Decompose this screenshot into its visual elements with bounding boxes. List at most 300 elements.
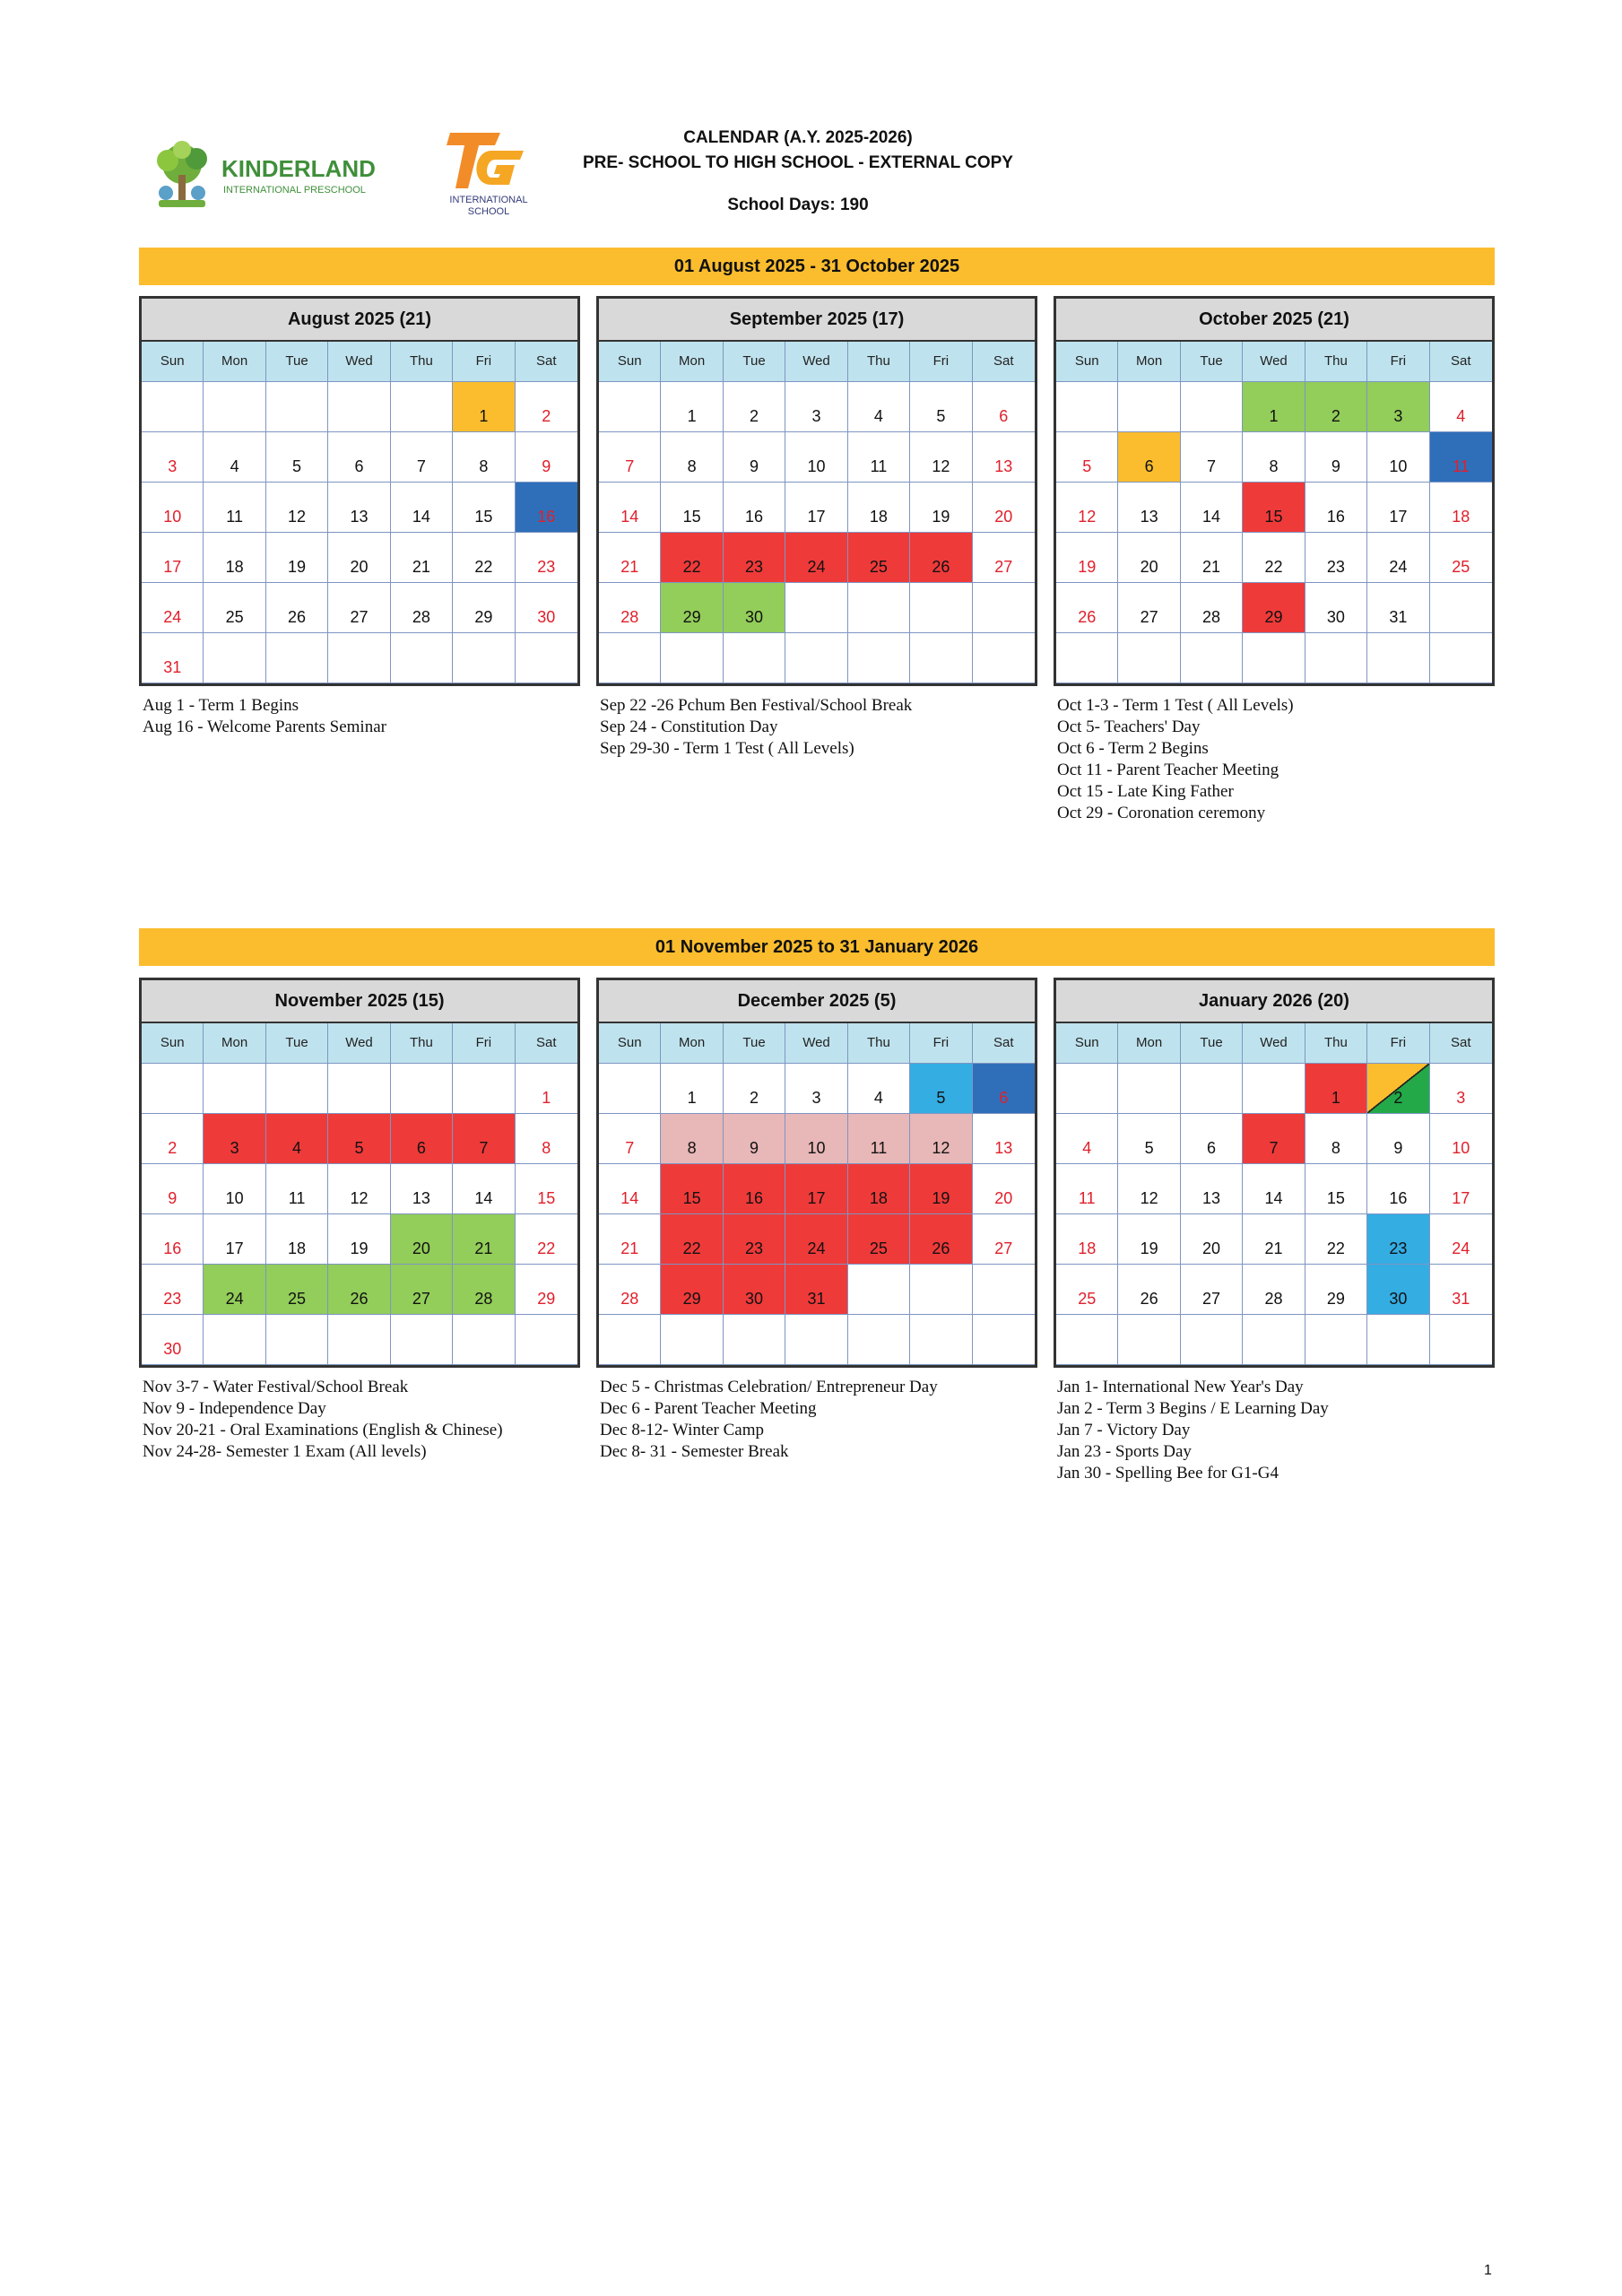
empty-cell <box>599 1064 661 1114</box>
day-number: 29 <box>682 1290 701 1308</box>
tg-sub2: SCHOOL <box>467 206 510 217</box>
day-of-week-header: Fri <box>453 1023 515 1064</box>
empty-cell <box>910 583 972 633</box>
day-number: 4 <box>1082 1139 1092 1157</box>
empty-cell <box>1181 633 1243 683</box>
day-number: 15 <box>1326 1189 1345 1207</box>
empty-cell <box>328 1064 390 1114</box>
day-cell <box>1181 432 1243 483</box>
day-number: 22 <box>682 1239 701 1257</box>
day-cell <box>516 1114 577 1164</box>
day-number: 23 <box>745 1239 764 1257</box>
title-block <box>430 126 1166 215</box>
day-number: 28 <box>412 608 430 626</box>
day-number: 3 <box>1393 407 1403 425</box>
day-number: 30 <box>537 608 556 626</box>
empty-cell <box>1056 1315 1118 1365</box>
day-cell <box>328 1114 390 1164</box>
day-cell <box>516 382 577 432</box>
day-of-week-header: Sat <box>516 1023 577 1064</box>
day-number: 25 <box>288 1290 307 1308</box>
day-number: 13 <box>994 1139 1013 1157</box>
kinderland-sub: INTERNATIONAL PRESCHOOL <box>223 185 366 196</box>
empty-cell <box>204 633 265 683</box>
event-item: Jan 23 - Sports Day <box>1057 1442 1192 1461</box>
day-cell <box>1243 432 1305 483</box>
event-item: Oct 15 - Late King Father <box>1057 782 1234 801</box>
event-item: Dec 5 - Christmas Celebration/ Entrepreneur Day <box>600 1378 938 1396</box>
event-item: Nov 20-21 - Oral Examinations (English & Chinese) <box>143 1421 503 1439</box>
day-of-week-header: Mon <box>204 1023 265 1064</box>
month-title: December 2025 (5) <box>599 980 1035 1023</box>
day-cell <box>1243 533 1305 583</box>
day-cell <box>848 1214 910 1265</box>
event-item: Sep 29-30 - Term 1 Test ( All Levels) <box>600 739 854 758</box>
day-cell <box>204 583 265 633</box>
day-number: 9 <box>750 457 759 475</box>
empty-cell <box>973 583 1035 633</box>
day-cell <box>1243 583 1305 633</box>
day-number: 21 <box>620 1239 639 1257</box>
empty-cell <box>453 633 515 683</box>
day-number: 19 <box>288 558 307 576</box>
day-number: 29 <box>1264 608 1283 626</box>
day-cell <box>1305 533 1367 583</box>
day-number: 21 <box>620 558 639 576</box>
day-cell <box>1430 1164 1492 1214</box>
day-number: 27 <box>350 608 369 626</box>
day-cell <box>1430 1265 1492 1315</box>
day-cell <box>266 1265 328 1315</box>
day-of-week-header: Sat <box>973 342 1035 382</box>
day-cell <box>1305 483 1367 533</box>
day-cell <box>328 1164 390 1214</box>
day-number: 12 <box>1140 1189 1158 1207</box>
day-number: 5 <box>936 407 946 425</box>
day-cell <box>1181 1164 1243 1214</box>
day-number: 14 <box>412 508 430 526</box>
day-cell <box>661 1214 723 1265</box>
day-number: 18 <box>1078 1239 1097 1257</box>
event-item: Oct 6 - Term 2 Begins <box>1057 739 1209 758</box>
day-number: 6 <box>999 407 1009 425</box>
day-number: 21 <box>474 1239 493 1257</box>
empty-cell <box>1181 1315 1243 1365</box>
day-number: 13 <box>1140 508 1158 526</box>
day-cell <box>142 633 204 683</box>
day-of-week-header: Fri <box>910 342 972 382</box>
day-cell <box>724 533 785 583</box>
day-of-week-header: Fri <box>910 1023 972 1064</box>
day-cell <box>1243 1164 1305 1214</box>
month-calendar <box>139 978 580 1368</box>
empty-cell <box>1181 382 1243 432</box>
empty-cell <box>204 1315 265 1365</box>
day-cell <box>599 432 661 483</box>
day-cell <box>204 533 265 583</box>
day-of-week-header: Sat <box>516 342 577 382</box>
day-cell <box>1367 432 1429 483</box>
empty-cell <box>1367 1315 1429 1365</box>
day-number: 9 <box>750 1139 759 1157</box>
day-number: 1 <box>687 407 697 425</box>
day-cell <box>785 382 847 432</box>
day-cell <box>516 583 577 633</box>
day-number: 18 <box>225 558 244 576</box>
month-events <box>1057 695 1498 824</box>
empty-cell <box>516 633 577 683</box>
day-cell <box>848 1064 910 1114</box>
empty-cell <box>391 633 453 683</box>
empty-cell <box>328 1315 390 1365</box>
day-of-week-header: Thu <box>848 1023 910 1064</box>
empty-cell <box>973 633 1035 683</box>
day-number: 22 <box>1264 558 1283 576</box>
day-number: 29 <box>474 608 493 626</box>
day-number: 18 <box>1452 508 1470 526</box>
day-cell <box>453 1164 515 1214</box>
empty-cell <box>973 1265 1035 1315</box>
day-number: 3 <box>230 1139 239 1157</box>
day-of-week-header: Thu <box>848 342 910 382</box>
event-item: Jan 2 - Term 3 Begins / E Learning Day <box>1057 1399 1329 1418</box>
day-number: 2 <box>750 407 759 425</box>
empty-cell <box>1118 633 1180 683</box>
day-cell <box>1430 1064 1492 1114</box>
day-number: 26 <box>932 1239 950 1257</box>
day-cell <box>1118 1164 1180 1214</box>
day-number: 14 <box>620 1189 639 1207</box>
day-of-week-header: Fri <box>453 342 515 382</box>
day-of-week-header: Wed <box>785 1023 847 1064</box>
day-number: 20 <box>994 1189 1013 1207</box>
day-number: 17 <box>1389 508 1408 526</box>
day-cell <box>973 1164 1035 1214</box>
day-cell <box>453 382 515 432</box>
day-number: 1 <box>1269 407 1279 425</box>
day-number: 25 <box>1078 1290 1097 1308</box>
day-number: 15 <box>537 1189 556 1207</box>
day-number: 23 <box>745 558 764 576</box>
day-cell <box>848 1164 910 1214</box>
day-cell <box>516 1214 577 1265</box>
day-number: 21 <box>412 558 430 576</box>
empty-cell <box>599 633 661 683</box>
day-number: 23 <box>1326 558 1345 576</box>
period-band-2: 01 November 2025 to 31 January 2026 <box>139 928 1495 966</box>
day-number: 12 <box>932 1139 950 1157</box>
day-number: 16 <box>163 1239 182 1257</box>
day-cell <box>785 533 847 583</box>
day-number: 25 <box>1452 558 1470 576</box>
day-cell <box>1243 1214 1305 1265</box>
day-number: 8 <box>542 1139 551 1157</box>
day-cell <box>266 1164 328 1214</box>
empty-cell <box>1430 583 1492 633</box>
day-number: 16 <box>1389 1189 1408 1207</box>
empty-cell <box>391 1315 453 1365</box>
day-number: 6 <box>1144 457 1154 475</box>
day-cell <box>910 533 972 583</box>
day-cell <box>328 483 390 533</box>
day-number: 11 <box>288 1189 306 1207</box>
day-number: 4 <box>1456 407 1466 425</box>
day-number: 23 <box>1389 1239 1408 1257</box>
day-number: 22 <box>474 558 493 576</box>
day-cell <box>661 483 723 533</box>
kinderland-brand: KINDERLAND <box>221 155 376 182</box>
day-cell <box>1056 533 1118 583</box>
day-number: 30 <box>1389 1290 1408 1308</box>
day-cell <box>910 1064 972 1114</box>
day-number: 17 <box>225 1239 244 1257</box>
day-of-week-header: Wed <box>1243 342 1305 382</box>
day-cell <box>973 483 1035 533</box>
day-number: 22 <box>1326 1239 1345 1257</box>
event-item: Oct 11 - Parent Teacher Meeting <box>1057 761 1279 779</box>
day-number: 26 <box>1078 608 1097 626</box>
day-number: 7 <box>1207 457 1217 475</box>
empty-cell <box>1305 633 1367 683</box>
day-of-week-header: Sun <box>1056 342 1118 382</box>
day-number: 29 <box>537 1290 556 1308</box>
day-cell <box>142 1315 204 1365</box>
day-number: 1 <box>479 407 489 425</box>
day-number: 18 <box>869 1189 888 1207</box>
day-cell <box>1181 1265 1243 1315</box>
day-number: 24 <box>1389 558 1408 576</box>
day-of-week-header: Sun <box>599 1023 661 1064</box>
day-cell <box>1118 1114 1180 1164</box>
day-cell <box>1181 483 1243 533</box>
day-cell <box>516 1164 577 1214</box>
empty-cell <box>1118 382 1180 432</box>
day-cell <box>453 533 515 583</box>
day-cell <box>266 583 328 633</box>
day-cell <box>1367 1214 1429 1265</box>
day-number: 20 <box>1202 1239 1221 1257</box>
empty-cell <box>391 1064 453 1114</box>
day-cell <box>661 1064 723 1114</box>
empty-cell <box>453 1315 515 1365</box>
day-number: 19 <box>350 1239 369 1257</box>
day-cell <box>204 1114 265 1164</box>
day-number: 17 <box>807 1189 826 1207</box>
day-cell <box>453 1265 515 1315</box>
day-cell <box>1367 1265 1429 1315</box>
empty-cell <box>1181 1064 1243 1114</box>
day-cell <box>661 1164 723 1214</box>
day-number: 11 <box>870 1139 888 1157</box>
day-cell <box>1367 583 1429 633</box>
day-number: 10 <box>225 1189 244 1207</box>
day-number: 5 <box>354 1139 364 1157</box>
day-number: 10 <box>1452 1139 1470 1157</box>
empty-cell <box>266 1315 328 1365</box>
day-cell <box>1056 1114 1118 1164</box>
day-number: 13 <box>350 508 369 526</box>
day-of-week-header: Fri <box>1367 1023 1429 1064</box>
month-events <box>1057 1377 1498 1484</box>
day-cell <box>661 382 723 432</box>
day-cell <box>973 533 1035 583</box>
month-calendar <box>139 296 580 686</box>
event-item: Sep 22 -26 Pchum Ben Festival/School Break <box>600 696 913 715</box>
month-events <box>143 1377 584 1463</box>
day-cell <box>453 1214 515 1265</box>
empty-cell <box>1430 1315 1492 1365</box>
day-number: 26 <box>932 558 950 576</box>
empty-cell <box>910 1265 972 1315</box>
day-cell <box>391 432 453 483</box>
day-number: 19 <box>932 508 950 526</box>
day-cell <box>516 533 577 583</box>
day-cell <box>661 432 723 483</box>
day-number: 31 <box>1389 608 1408 626</box>
day-of-week-header: Mon <box>661 342 723 382</box>
day-cell <box>391 1164 453 1214</box>
day-number: 20 <box>1140 558 1158 576</box>
school-days: School Days: 190 <box>727 196 869 214</box>
day-number: 11 <box>1452 457 1470 475</box>
day-cell <box>1056 483 1118 533</box>
day-number: 19 <box>932 1189 950 1207</box>
day-number: 3 <box>811 1089 821 1107</box>
day-number: 30 <box>745 608 764 626</box>
day-cell <box>724 432 785 483</box>
day-cell <box>142 583 204 633</box>
empty-cell <box>661 633 723 683</box>
day-number: 2 <box>1393 1089 1403 1107</box>
day-number: 6 <box>354 457 364 475</box>
day-cell <box>1367 1114 1429 1164</box>
day-cell <box>785 483 847 533</box>
day-cell <box>599 583 661 633</box>
day-number: 31 <box>807 1290 826 1308</box>
day-cell <box>328 533 390 583</box>
day-cell <box>1367 382 1429 432</box>
day-number: 2 <box>168 1139 178 1157</box>
day-cell <box>973 432 1035 483</box>
day-number: 21 <box>1202 558 1221 576</box>
day-number: 30 <box>1326 608 1345 626</box>
day-cell <box>204 1214 265 1265</box>
day-number: 27 <box>1202 1290 1221 1308</box>
day-cell <box>785 1114 847 1164</box>
day-cell <box>973 1064 1035 1114</box>
day-number: 7 <box>1269 1139 1279 1157</box>
day-number: 10 <box>807 457 826 475</box>
day-of-week-header: Thu <box>391 342 453 382</box>
day-number: 16 <box>745 1189 764 1207</box>
day-of-week-header: Wed <box>328 1023 390 1064</box>
day-cell <box>266 432 328 483</box>
day-cell <box>1430 1114 1492 1164</box>
empty-cell <box>599 382 661 432</box>
day-number: 19 <box>1140 1239 1158 1257</box>
day-of-week-header: Mon <box>1118 1023 1180 1064</box>
day-cell <box>724 382 785 432</box>
empty-cell <box>910 1315 972 1365</box>
month-events <box>600 1377 1041 1463</box>
day-cell <box>724 1114 785 1164</box>
empty-cell <box>1118 1064 1180 1114</box>
empty-cell <box>1243 633 1305 683</box>
day-cell <box>516 432 577 483</box>
day-of-week-header: Sat <box>973 1023 1035 1064</box>
event-item: Jan 1- International New Year's Day <box>1057 1378 1304 1396</box>
day-number: 7 <box>625 1139 635 1157</box>
day-number: 20 <box>412 1239 430 1257</box>
day-number: 14 <box>1264 1189 1283 1207</box>
day-number: 27 <box>1140 608 1158 626</box>
day-cell <box>516 483 577 533</box>
day-cell <box>516 1064 577 1114</box>
empty-cell <box>391 382 453 432</box>
day-number: 4 <box>230 457 239 475</box>
empty-cell <box>848 1315 910 1365</box>
day-number: 11 <box>1078 1189 1096 1207</box>
empty-cell <box>1243 1315 1305 1365</box>
day-of-week-header: Wed <box>1243 1023 1305 1064</box>
empty-cell <box>266 382 328 432</box>
day-number: 18 <box>288 1239 307 1257</box>
day-cell <box>142 1164 204 1214</box>
month-calendar <box>596 978 1037 1368</box>
event-item: Oct 5- Teachers' Day <box>1057 718 1201 736</box>
day-cell <box>266 1214 328 1265</box>
event-item: Jan 30 - Spelling Bee for G1-G4 <box>1057 1464 1279 1483</box>
day-of-week-header: Tue <box>1181 1023 1243 1064</box>
event-item: Jan 7 - Victory Day <box>1057 1421 1191 1439</box>
event-item: Sep 24 - Constitution Day <box>600 718 778 736</box>
day-cell <box>391 483 453 533</box>
day-of-week-header: Wed <box>785 342 847 382</box>
empty-cell <box>453 1064 515 1114</box>
day-number: 22 <box>537 1239 556 1257</box>
day-cell <box>785 1214 847 1265</box>
day-cell <box>1181 533 1243 583</box>
empty-cell <box>599 1315 661 1365</box>
month-title: November 2025 (15) <box>142 980 577 1023</box>
empty-cell <box>661 1315 723 1365</box>
day-cell <box>328 1265 390 1315</box>
day-number: 13 <box>412 1189 430 1207</box>
day-cell <box>1305 382 1367 432</box>
day-number: 11 <box>226 508 243 526</box>
day-cell <box>724 1164 785 1214</box>
tg-sub1: INTERNATIONAL <box>449 195 528 205</box>
day-cell <box>724 1265 785 1315</box>
day-cell <box>910 483 972 533</box>
day-cell <box>1305 432 1367 483</box>
day-cell <box>1367 1164 1429 1214</box>
day-number: 17 <box>807 508 826 526</box>
day-cell <box>1056 1214 1118 1265</box>
day-cell <box>973 1114 1035 1164</box>
day-number: 31 <box>1452 1290 1470 1308</box>
day-cell <box>599 533 661 583</box>
day-number: 8 <box>479 457 489 475</box>
month-calendar <box>596 296 1037 686</box>
day-number: 14 <box>620 508 639 526</box>
event-item: Aug 16 - Welcome Parents Seminar <box>143 718 386 736</box>
day-cell <box>142 1265 204 1315</box>
day-cell <box>661 1265 723 1315</box>
day-cell <box>1367 483 1429 533</box>
day-cell <box>142 432 204 483</box>
day-cell <box>204 1164 265 1214</box>
